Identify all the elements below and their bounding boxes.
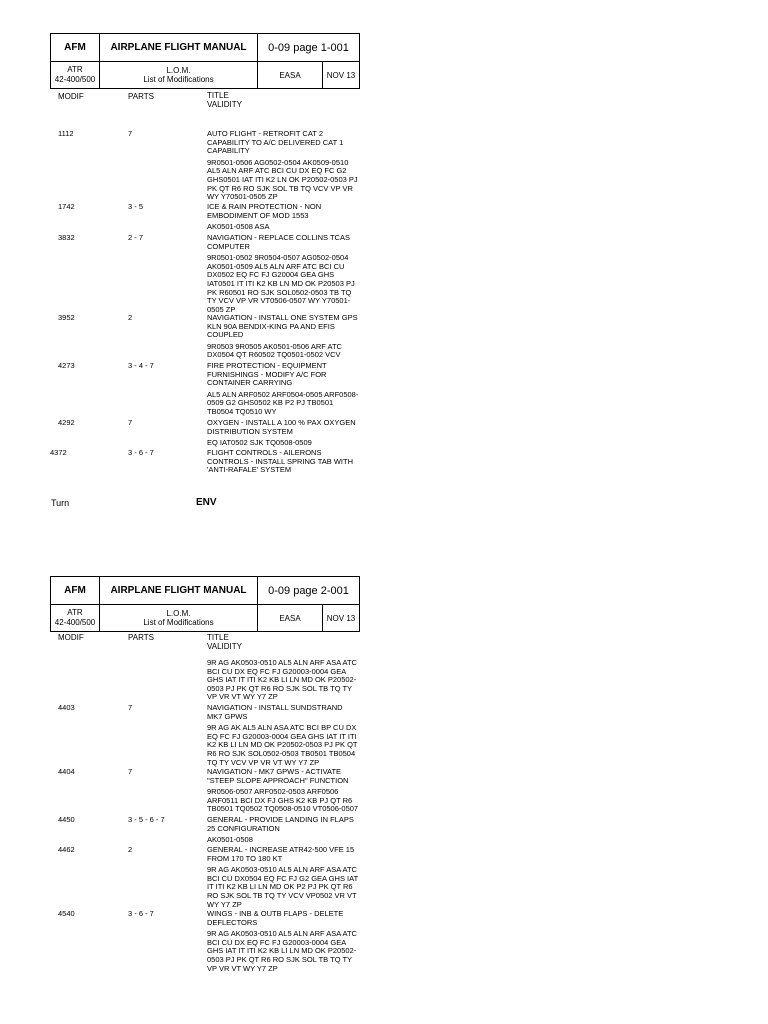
- mod-title: GENERAL - INCREASE ATR42-500 VFE 15 FROM 170 TO 180 KT: [207, 845, 355, 863]
- parts-list: 2 - 7: [128, 233, 144, 242]
- parts-list: 7: [128, 767, 133, 776]
- modif-number: 4540: [58, 909, 75, 918]
- column-modif: MODIF: [58, 633, 84, 642]
- column-title: TITLE VALIDITY: [207, 633, 242, 651]
- afm-label: AFM: [51, 34, 100, 62]
- page-header-table: [50, 576, 360, 632]
- mod-title: WINGS - INB & OUTB FLAPS - DELETE DEFLECTORS: [207, 909, 344, 927]
- parts-list: 2: [128, 845, 133, 854]
- modif-number: 4404: [58, 767, 75, 776]
- afm-label: AFM: [51, 577, 100, 605]
- authority-label: EASA: [258, 62, 323, 89]
- modif-number: 4273: [58, 361, 75, 370]
- mod-title: ICE & RAIN PROTECTION - NON EMBODIMENT OF MOD 1553: [207, 202, 322, 220]
- parts-list: 7: [128, 418, 133, 427]
- authority-label: EASA: [258, 605, 323, 632]
- parts-list: 3 - 4 - 7: [128, 361, 154, 370]
- mod-title: AUTO FLIGHT - RETROFIT CAT 2 CAPABILITY TO A/C DELIVERED CAT 1 CAPABILITY: [207, 129, 344, 156]
- mod-validity: 9R AG AK0503-0510 AL5 ALN ARF ASA ATC BCI CU DX EQ FC FJ G20003-0004 GEA GHS IAT IT ITI K2 KB LI LN MD OK P20502-0503 PJ PK QT R6 RO SJK SOL TB TQ TY VP VR VT WY Y7 ZP: [207, 929, 357, 973]
- mod-title: GENERAL - PROVIDE LANDING IN FLAPS 25 CONFIGURATION: [207, 815, 354, 833]
- manual-title: AIRPLANE FLIGHT MANUAL: [100, 577, 258, 605]
- mod-title: NAVIGATION - INSTALL SUNDSTRAND MK7 GPWS: [207, 703, 343, 721]
- page-header-table: [50, 33, 360, 89]
- mod-validity: 9R AG AK AL5 ALN ASA ATC BCI BP CU DX EQ FC FJ G20003-0004 GEA GHS IAT IT ITI K2 KB LI LN MD OK P20502-0503 PJ PK QT R6 RO SJK SOL0502-0503 TB0501 TB0504 TQ TY VCV VP VR VT WY Y7 ZP: [207, 723, 358, 767]
- mod-validity: AL5 ALN ARF0502 ARF0504-0505 ARF0508-0509 G2 GHS0502 KB P2 PJ TB0501 TB0504 TQ0510 WY: [207, 389, 359, 416]
- mod-title: OXYGEN - INSTALL A 100 % PAX OXYGEN DISTRIBUTION SYSTEM: [207, 418, 356, 436]
- footer-turn: Turn: [51, 498, 70, 508]
- parts-list: 7: [128, 703, 133, 712]
- column-modif: MODIF: [58, 92, 84, 101]
- mod-validity: 9R0501-0506 AG0502-0504 AK0509-0510 AL5 ALN ARF ATC BCI CU DX EQ FC G2 GHS0501 IAT ITI K2 LN OK P20502-0503 PJ PK QT R6 RO SJK SOL TB TQ VCV VP VR WY Y70501-0505 ZP: [207, 157, 358, 202]
- modif-number: 4292: [58, 418, 75, 427]
- mod-validity: 9R0501-0502 9R0504-0507 AG0502-0504 AK0501-0509 AL5 ALN ARF ATC BCI CU DX0502 EQ FC FJ G20004 GEA GHS IAT0501 IT ITI K2 KB LN MD OK P20503 PJ PK R60501 RO SJK SOL0502-0503 TB TQ TY VCV VP VR VT0506-0507 WY Y70501-0505 ZP: [207, 253, 355, 314]
- modif-number: 4450: [58, 815, 75, 824]
- mod-validity: 9R0503 9R0505 AK0501-0506 ARF ATC DX0504 QT R60502 TQ0501-0502 VCV: [207, 341, 342, 360]
- mod-validity: AK0501-0508 ASA: [207, 222, 270, 232]
- modif-number: 4462: [58, 845, 75, 854]
- page-label: 0-09 page 2-001: [258, 577, 360, 605]
- parts-list: 3 - 5 - 6 - 7: [128, 815, 165, 824]
- mod-validity: 9R0506-0507 ARF0502-0503 ARF0506 ARF0511 BCI DX FJ GHS K2 KB PJ QT R6 TB0501 TQ0502 TQ0508-0510 VT0506-0507: [207, 787, 359, 814]
- mod-title: NAVIGATION - REPLACE COLLINS TCAS COMPUTER: [207, 233, 350, 251]
- aircraft-type: ATR 42-400/500: [51, 62, 100, 89]
- mod-title: FLIGHT CONTROLS - AILERONS CONTROLS - INSTALL SPRING TAB WITH 'ANTI-RAFALE' SYSTEM: [207, 448, 353, 475]
- parts-list: 3 - 5: [128, 202, 144, 211]
- lom-label: L.O.M. List of Modifications: [100, 605, 258, 632]
- footer-env: ENV: [196, 497, 217, 508]
- modif-number: 3832: [58, 233, 75, 242]
- modif-number: 1742: [58, 202, 75, 211]
- modif-number: 4403: [58, 703, 75, 712]
- mod-validity: 9R AG AK0503-0510 AL5 ALN ARF ASA ATC BCI CU DX EQ FC FJ G20003-0004 GEA GHS IAT IT ITI K2 KB LI LN MD OK P20502-0503 PJ PK QT R6 RO SJK SOL TB TQ TY VP VR VT WY Y7 ZP: [207, 658, 357, 702]
- modif-number: 1112: [58, 129, 74, 138]
- revision-date: NOV 13: [323, 62, 360, 89]
- mod-validity: AK0501-0508: [207, 835, 253, 845]
- manual-title: AIRPLANE FLIGHT MANUAL: [100, 34, 258, 62]
- modif-number: 4372: [50, 448, 67, 457]
- page-label: 0-09 page 1-001: [258, 34, 360, 62]
- parts-list: 2: [128, 313, 133, 322]
- aircraft-type: ATR 42-400/500: [51, 605, 100, 632]
- mod-validity: 9R AG AK0503-0510 AL5 ALN ARF ASA ATC BCI CU DX0504 EQ FC FJ G2 GEA GHS IAT IT ITI K2 KB LI LN MD OK P2 PJ PK QT R6 RO SJK SOL TB TQ TY VCV VP0502 VR VT WY Y7 ZP: [207, 865, 359, 909]
- parts-list: 7: [128, 129, 133, 138]
- revision-date: NOV 13: [323, 605, 360, 632]
- mod-validity: EQ IAT0502 SJK TQ0508-0509: [207, 438, 312, 448]
- column-title: TITLE VALIDITY: [207, 91, 242, 109]
- column-parts: PARTS: [128, 92, 154, 101]
- column-parts: PARTS: [128, 633, 154, 642]
- modif-number: 3952: [58, 313, 75, 322]
- parts-list: 3 - 6 - 7: [128, 909, 154, 918]
- lom-label: L.O.M. List of Modifications: [100, 62, 258, 89]
- mod-title: NAVIGATION - MK7 GPWS - ACTIVATE "STEEP SLOPE APPROACH" FUNCTION: [207, 767, 349, 785]
- parts-list: 3 - 6 - 7: [128, 448, 154, 457]
- mod-title: FIRE PROTECTION - EQUIPMENT FURNISHINGS - MODIFY A/C FOR CONTAINER CARRYING: [207, 361, 327, 388]
- mod-title: NAVIGATION - INSTALL ONE SYSTEM GPS KLN 90A BENDIX-KING PA AND EFIS COUPLED: [207, 313, 358, 340]
